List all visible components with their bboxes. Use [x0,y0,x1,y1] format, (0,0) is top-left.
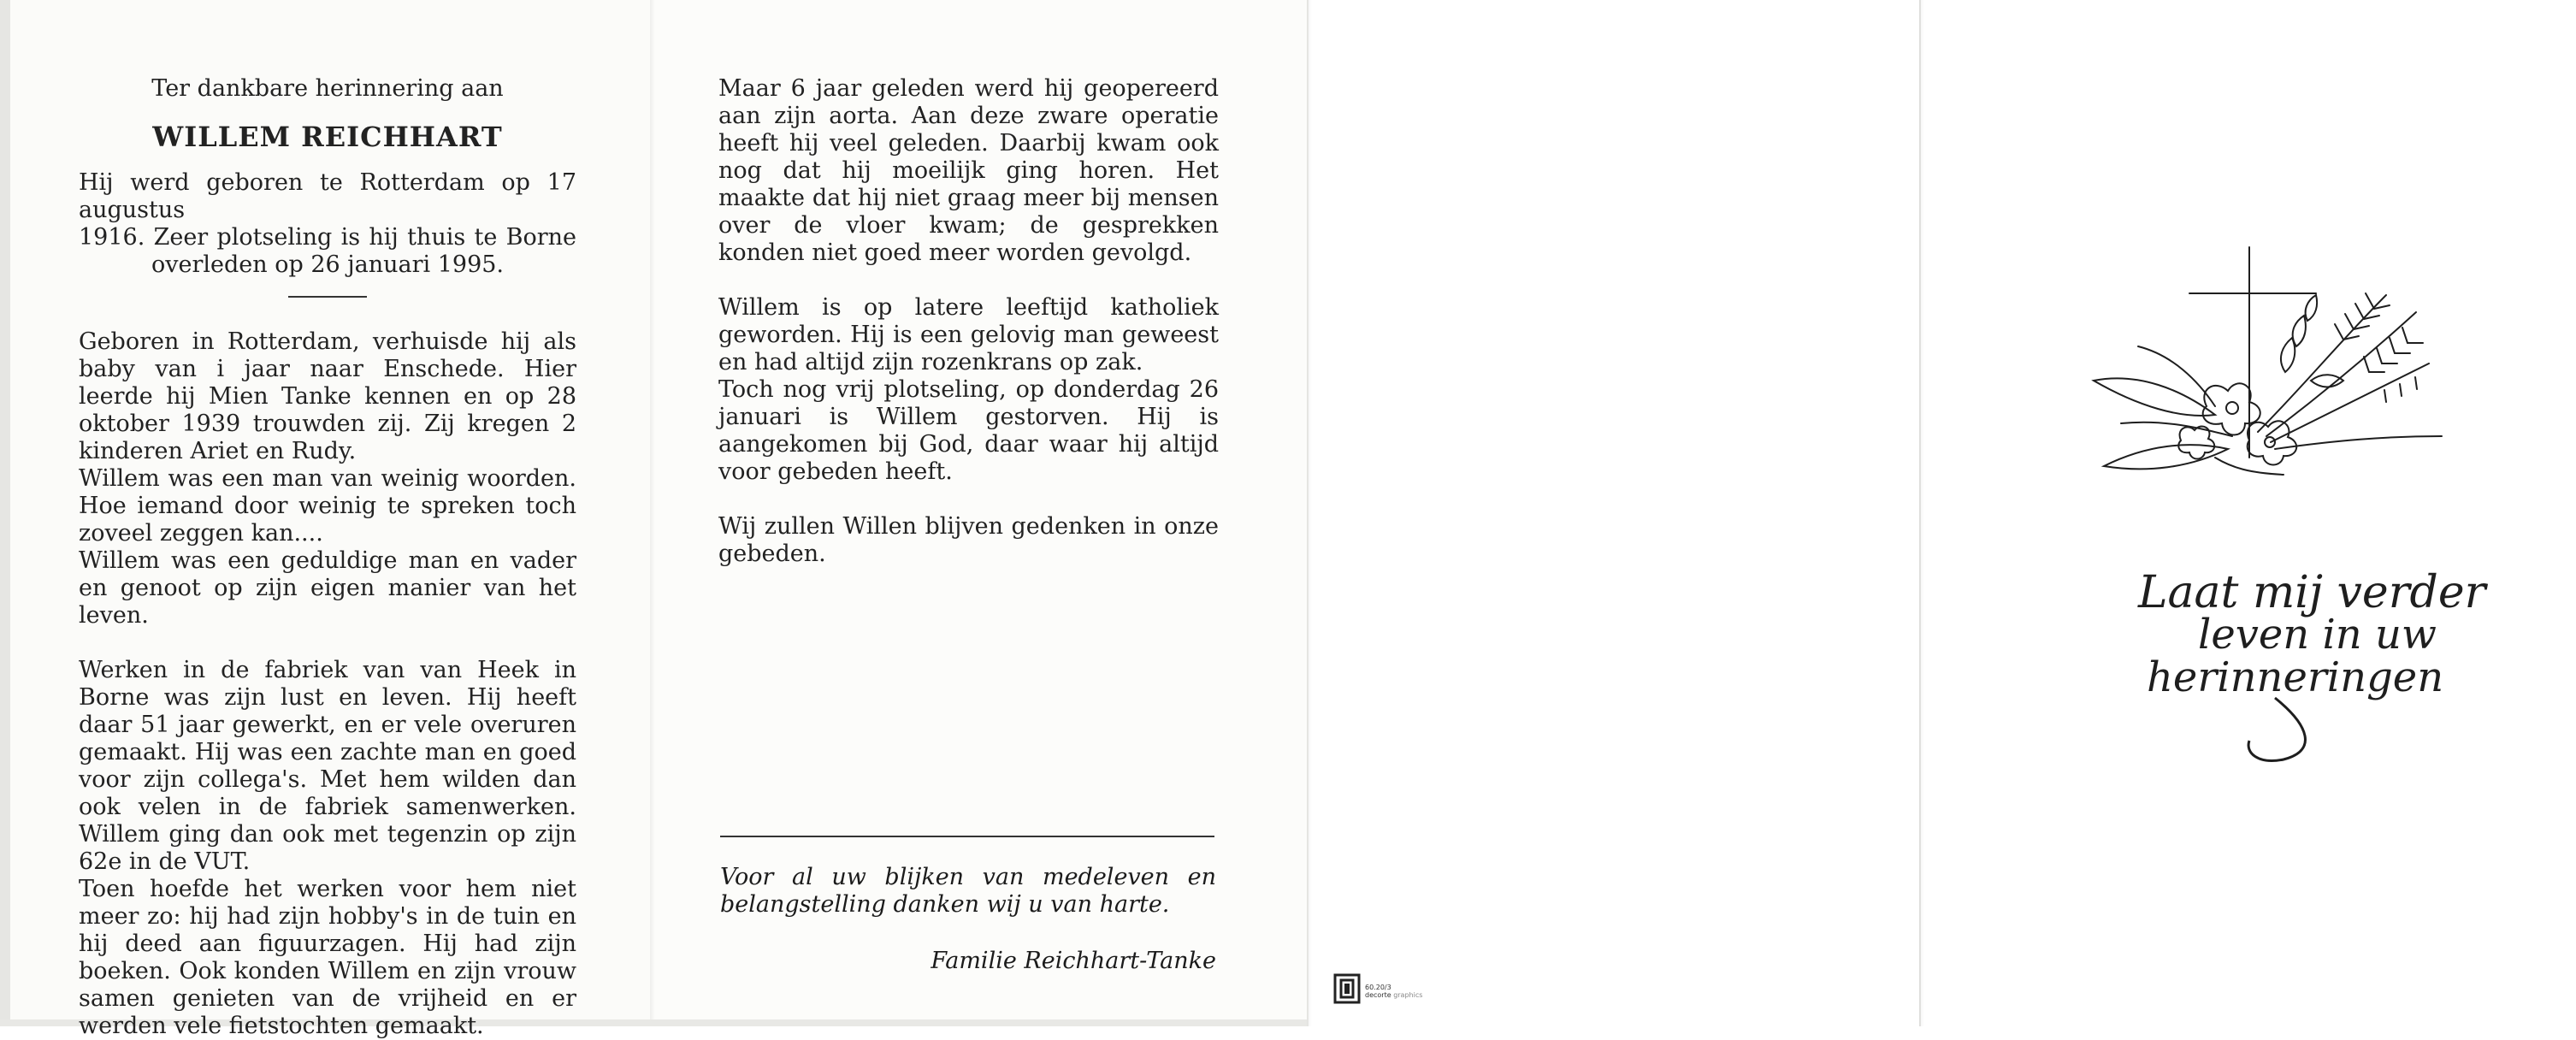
publisher-code: 60.20/3 [1365,984,1391,991]
family-signature: Familie Reichhart-Tanke [931,948,1216,974]
calligraphy-line: leven in uw [2198,611,2437,659]
paragraph-gap [79,629,576,657]
paragraph: Willem was een geduldige man en vader en genoot op zijn eigen manier van het leven. [79,547,576,629]
paragraph: Toen hoefde het werken voor hem niet meer zo: hij had zijn hobby's in de tuin en hij deed aan figuurzagen. Hij had zijn boeken. Ook konden Willem en zijn vrouw samen genieten van de vrijheid en er werden vele fietstochten gemaakt. [79,876,576,1039]
birth-death-block [79,169,576,279]
calligraphy-text [2130,554,2486,768]
back-panel [1307,0,1921,1026]
birth-line: Hij werd geboren te Rotterdam op 17 augustus [79,169,576,223]
death-line: overleden op 26 januari 1995. [151,251,505,278]
paragraph: Geboren in Rotterdam, verhuisde hij als baby van i jaar naar Enschede. Hier leerde hij Mien Tanke kennen en op 28 oktober 1939 trouwden zij. Zij kregen 2 kinderen Ariet en Rudy. [79,328,576,464]
fold-shadow [1307,0,1312,1026]
paragraph: Toch nog vrij plotseling, op donderdag 26 januari is Willem gestorven. Hij is aangekomen bij God, daar waar hij altijd voor gebeden heeft. [718,376,1219,485]
left-text-column [79,75,576,1040]
intro-line: Ter dankbare herinnering aan [151,75,504,102]
thanks-text: Voor al uw blijken van medeleven en belangstelling danken wij u van harte. [720,864,1216,918]
paragraph: Willem was een man van weinig woorden. Hoe iemand door weinig te spreken toch zoveel zeggen kan.... [79,465,576,547]
publisher-suffix: graphics [1393,991,1423,999]
birth-line: 1916. Zeer plotseling is hij thuis te Borne [79,224,576,251]
publisher-text [1365,984,1422,999]
calligraphy-line: Laat mij verder [2138,567,2486,618]
fold-shadow [1919,0,1924,1026]
paragraph: Wij zullen Willen blijven gedenken in onze gebeden. [718,513,1219,567]
calligraphy-line: herinneringen [2147,653,2444,701]
divider-short [288,296,367,298]
cross-with-flowers-and-wheat-icon [2087,244,2446,517]
right-text-column [718,75,1219,568]
publisher-name: decorte [1365,991,1391,999]
paragraph-gap [718,267,1219,294]
paragraph: Maar 6 jaar geleden werd hij geopereerd aan zijn aorta. Aan deze zware operatie heeft hij veel geleden. Daarbij kwam ook nog dat hij moeilijk ging horen. Het maakte dat hij niet graag meer bij mensen over de vloer kwam; de gesprekken konden niet goed meer worden gevolgd. [718,75,1219,266]
paragraph: Willem is op latere leeftijd katholiek geworden. Hij is een gelovig man geweest en had altijd zijn rozenkrans op zak. [718,294,1219,375]
calligraphy-flourish [2248,698,2305,760]
deceased-name: WILLEM REICHHART [152,121,503,153]
paragraph: Werken in de fabriek van van Heek in Borne was zijn lust en leven. Hij heeft daar 51 jaar gewerkt, en er vele overuren gemaakt. Hij was een zachte man en goed voor zijn collega's. Met hem wilden dan ook velen in de fabriek samenwerken. Willem ging dan ook met tegenzin op zijn 62e in de VUT. [79,657,576,875]
fold-shadow [650,0,655,1026]
divider-long [720,836,1214,837]
paragraph-gap [718,486,1219,513]
